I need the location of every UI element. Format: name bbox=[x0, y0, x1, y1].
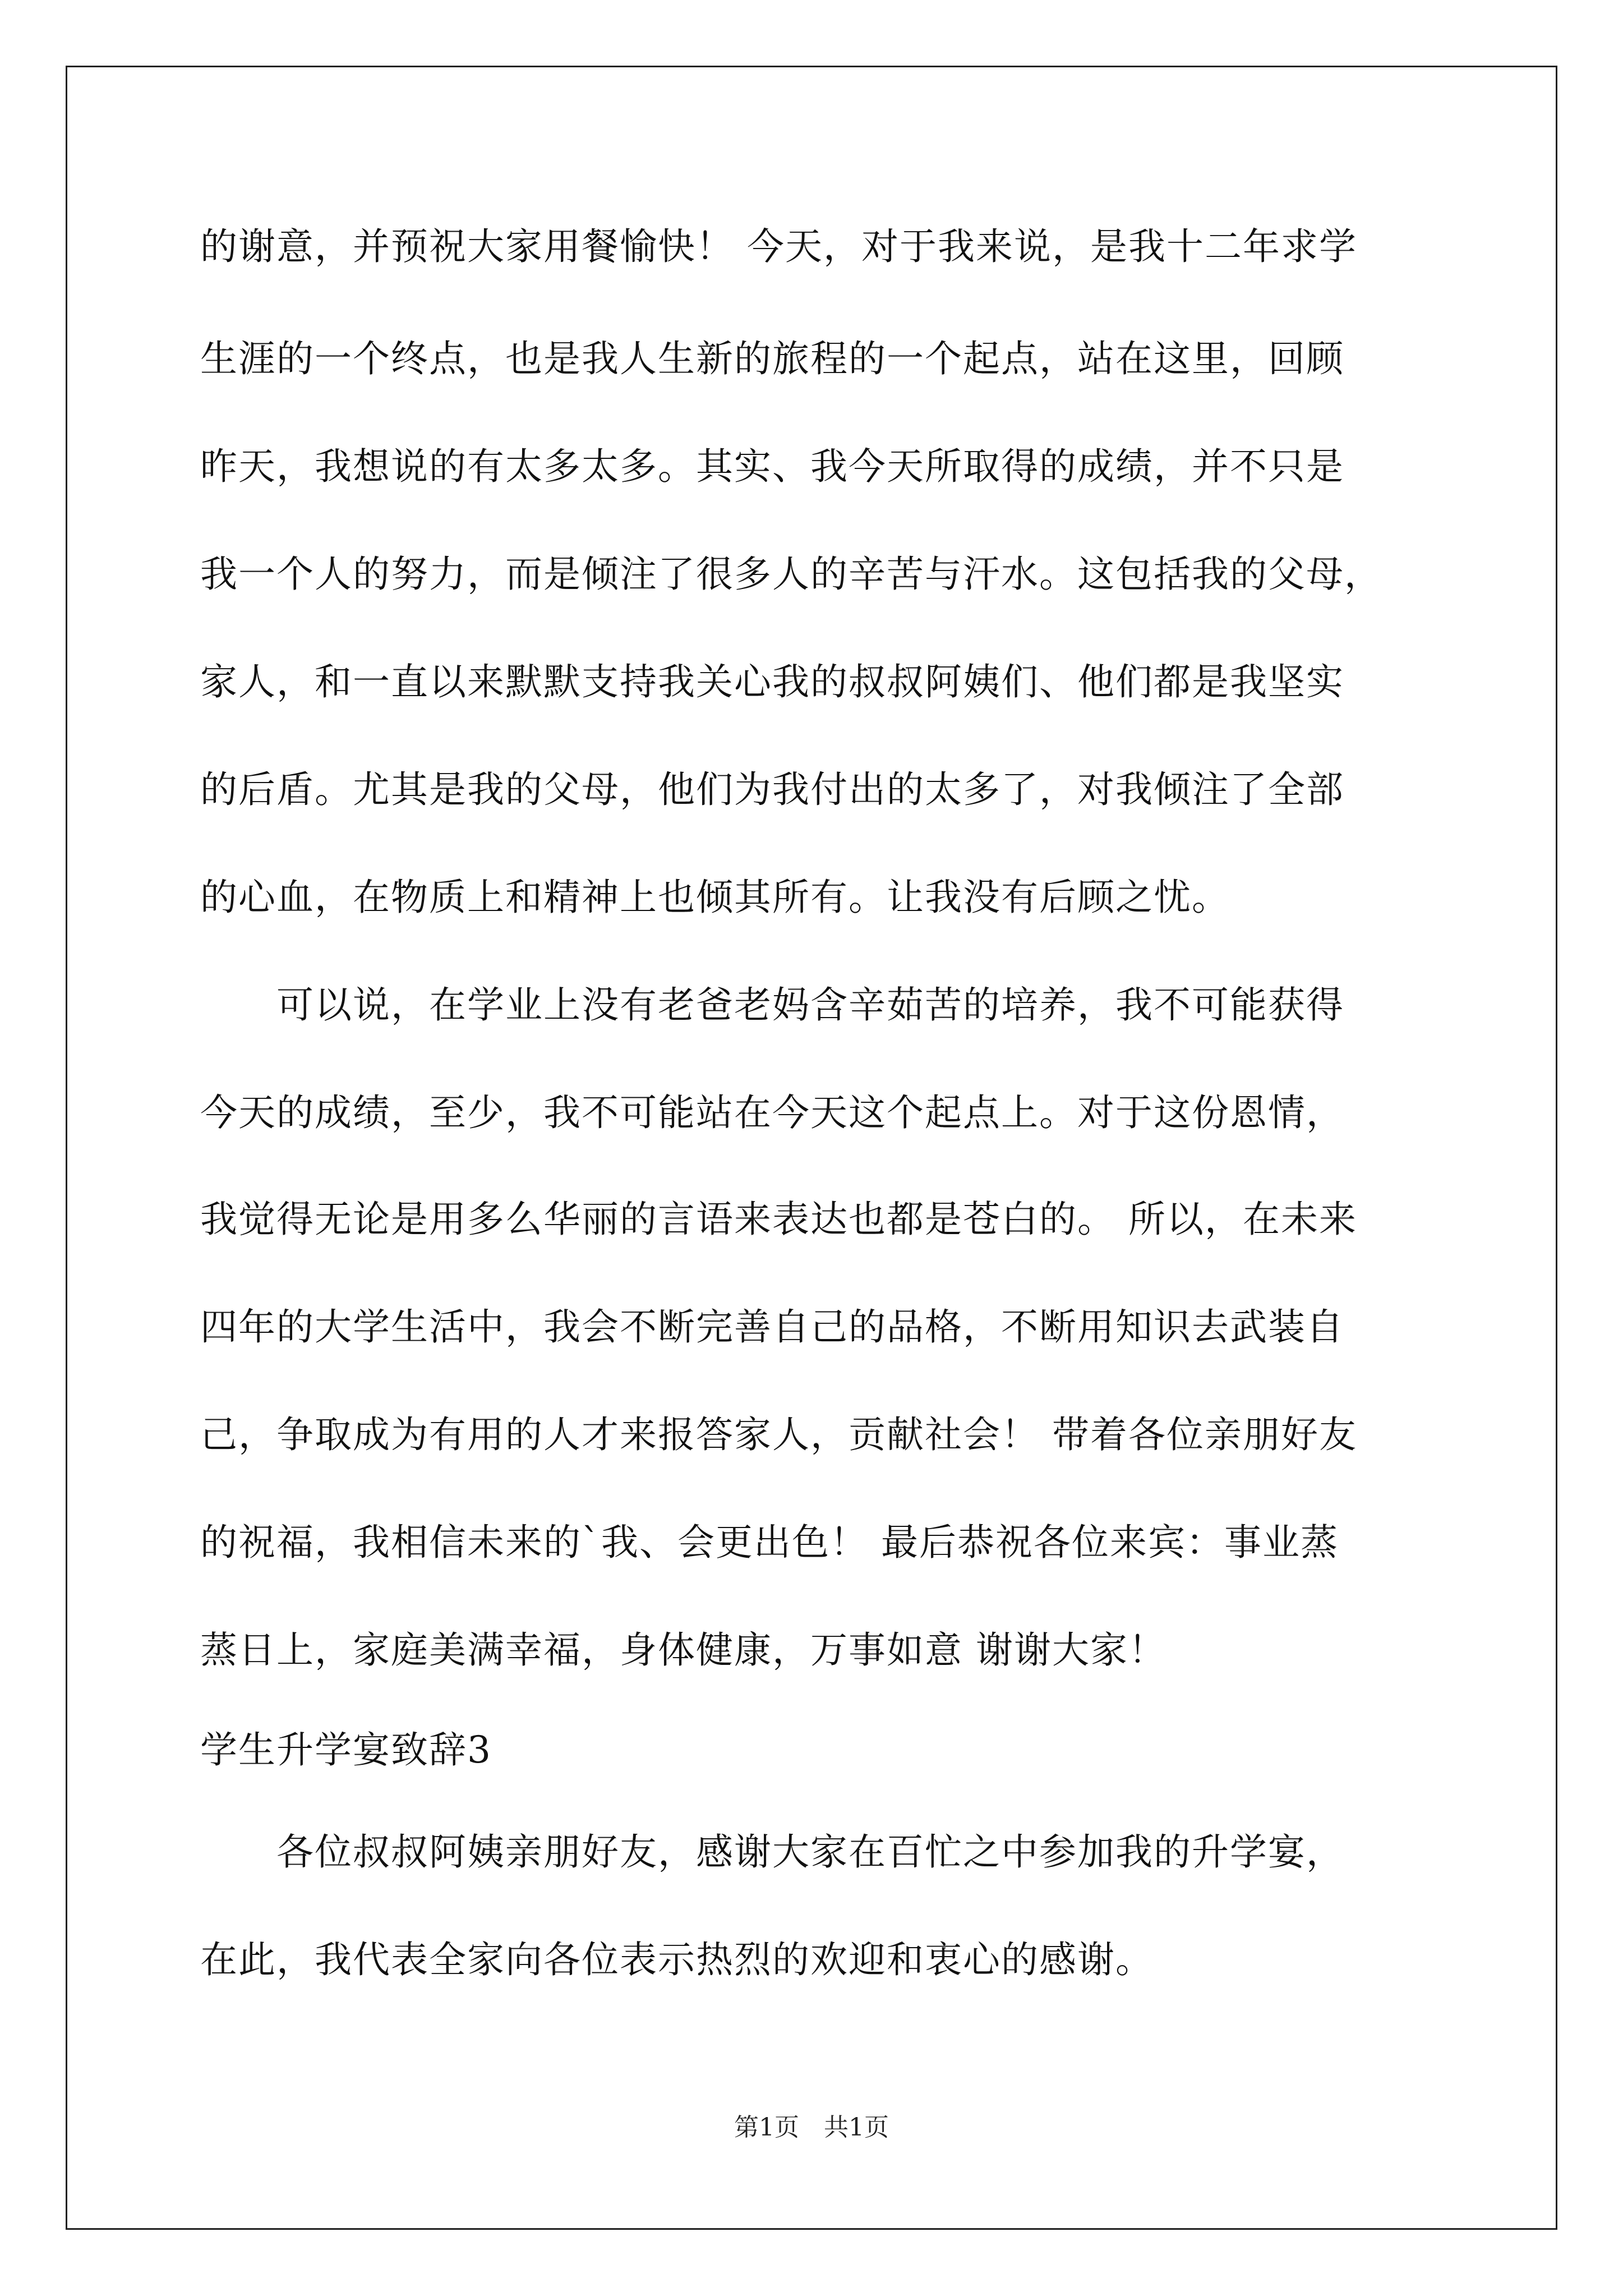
body-text-line: 可以说，在学业上没有老爸老妈含辛茹苦的培养，我不可能获得 bbox=[200, 983, 1344, 1027]
page-footer: 第1页 共1页 bbox=[734, 2113, 889, 2142]
body-text-line: 的后盾。尤其是我的父母，他们为我付出的太多了，对我倾注了全部 bbox=[200, 768, 1344, 811]
body-text-line: 四年的大学生活中，我会不断完善自己的品格，不断用知识去武装自 bbox=[200, 1305, 1344, 1349]
body-text-line: 在此，我代表全家向各位表示热烈的欢迎和衷心的感谢。 bbox=[200, 1938, 1154, 1981]
body-text-line: 生涯的一个终点，也是我人生新的旅程的一个起点，站在这里，回顾 bbox=[200, 337, 1344, 380]
body-text-line: 己，争取成为有用的人才来报答家人，贡献社会！ 带着各位亲朋好友 bbox=[200, 1413, 1357, 1456]
body-text-line: 各位叔叔阿姨亲朋好友，感谢大家在百忙之中参加我的升学宴， bbox=[200, 1830, 1344, 1874]
body-text-line: 家人，和一直以来默默支持我关心我的叔叔阿姨们、他们都是我坚实 bbox=[200, 660, 1344, 703]
body-text-line: 我一个人的努力，而是倾注了很多人的辛苦与汗水。这包括我的父母， bbox=[200, 553, 1382, 596]
body-text-line: 蒸日上，家庭美满幸福，身体健康，万事如意 谢谢大家！ bbox=[200, 1628, 1166, 1672]
page-border bbox=[66, 66, 1557, 2230]
body-text-line: 的心血，在物质上和精神上也倾其所有。让我没有后顾之忧。 bbox=[200, 876, 1230, 919]
body-text-line: 的祝福，我相信未来的`我、会更出色！ 最后恭祝各位来宾：事业蒸 bbox=[200, 1521, 1339, 1564]
section-heading: 学生升学宴致辞3 bbox=[200, 1728, 492, 1772]
body-text-line: 昨天，我想说的有太多太多。其实、我今天所取得的成绩，并不只是 bbox=[200, 445, 1344, 488]
body-text-line: 今天的成绩，至少，我不可能站在今天这个起点上。对于这份恩情， bbox=[200, 1091, 1344, 1134]
body-text-line: 我觉得无论是用多么华丽的言语来表达也都是苍白的。 所以，在未来 bbox=[200, 1198, 1357, 1241]
body-text-line: 的谢意，并预祝大家用餐愉快！ 今天，对于我来说，是我十二年求学 bbox=[200, 225, 1357, 268]
